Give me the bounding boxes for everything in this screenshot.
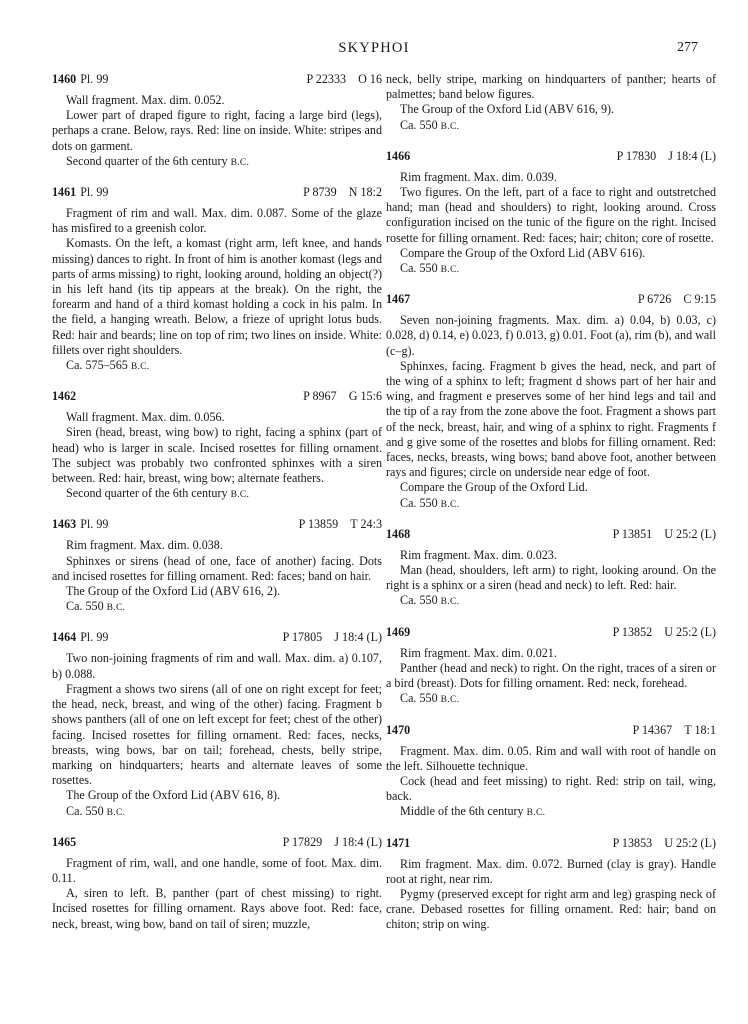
- entry-header: [52, 630, 382, 646]
- inventory-reference: [633, 723, 716, 738]
- entry-number: 1462: [52, 389, 77, 404]
- entry-paragraph: Lower part of draped figure to right, facing a large bird (legs), perhaps a crane. Below, rays. Red: line on inside. White: stripes and dots on garment.: [52, 108, 382, 153]
- entry-paragraph: Ca. 550 B.C.: [400, 495, 460, 510]
- catalogue-entry: [386, 625, 716, 709]
- catalogue-entry: [52, 630, 382, 820]
- inventory-number: P 17805: [282, 630, 323, 645]
- inventory-reference: [283, 630, 382, 645]
- plate-reference: Pl. 99: [80, 517, 109, 532]
- inventory-reference: [613, 836, 716, 851]
- page-title: SKYPHOI: [338, 40, 410, 56]
- entry-paragraph: neck, belly stripe, marking on hindquarters of panther; hearts of palmettes; band below figures.: [386, 72, 716, 102]
- entry-number: 1463: [52, 517, 77, 532]
- entry-paragraph: Komasts. On the left, a komast (right arm, left knee, and hands missing) dances to right. In front of him is another komast (legs and parts of arms missing) to right, looking around, holding an object(?) in his left hand (its tip appears at the break). On the right, the forearm and hand of a third komast holding a cock in his palm. In the field, a hanging wreath. Below, a frieze of upright lotus buds. Red: hair and beards; line on top of rim; two lines on inside. White: fillets over right shoulders.: [52, 236, 382, 357]
- inventory-reference: [617, 149, 716, 164]
- grid-reference: O 16: [358, 72, 382, 86]
- entry-header: [386, 836, 716, 852]
- entry-paragraph: Rim fragment. Max. dim. 0.039.: [400, 169, 557, 184]
- entry-number: 1468: [386, 526, 411, 541]
- catalogue-entry: [386, 292, 716, 513]
- entry-header: [52, 835, 382, 851]
- catalogue-entry: [52, 389, 382, 503]
- plate-reference: Pl. 99: [80, 185, 109, 200]
- entry-number: 1460: [52, 72, 77, 86]
- grid-reference: J 18:4 (L): [334, 630, 382, 645]
- date-suffix: B.C.: [440, 695, 460, 706]
- entry-paragraph: Second quarter of the 6th century B.C.: [66, 153, 250, 168]
- entry-paragraph: Seven non-joining fragments. Max. dim. a) 0.04, b) 0.03, c) 0.028, d) 0.14, e) 0.023, f) 0.013, g) 0.01. Foot (a), rim (b), and wall (c–g).: [386, 313, 716, 358]
- entry-paragraph: The Group of the Oxford Lid (ABV 616, 2).: [66, 584, 281, 599]
- inventory-reference: [613, 625, 716, 640]
- entry-paragraph: Middle of the 6th century B.C.: [400, 804, 546, 819]
- catalogue-entry: [52, 517, 382, 616]
- running-head: [0, 40, 748, 60]
- entry-paragraph: Ca. 575–565 B.C.: [66, 358, 150, 373]
- inventory-number: P 17829: [282, 834, 323, 849]
- entry-paragraph: Sphinxes, facing. Fragment b gives the head, neck, and part of the wing of a sphinx to left; fragment d shows part of her hair and wing, and fragment e preserves some of her hind legs and tail and the tip of a ray from the zone above the foot. Fragment a shows part of the neck, breast, hair, and wing of a sphinx to right. Fragments f and g give some of the rosettes and blobs for filling ornament. Red: faces, necks, breasts, wing bows; band above foot, another between rays and figures; circle on underside near edge of foot.: [386, 358, 716, 480]
- entry-paragraph: Wall fragment. Max. dim. 0.056.: [66, 410, 225, 425]
- entry-paragraph: Fragment of rim and wall. Max. dim. 0.087. Some of the glaze has misfired to a greenish color.: [52, 206, 382, 236]
- inventory-reference: [613, 527, 716, 542]
- entry-paragraph: Pygmy (preserved except for right arm and leg) grasping neck of crane. Debased rosettes for filling ornament. Red: hair; band on chiton; strip on wing.: [386, 886, 716, 932]
- entry-header: [52, 185, 382, 201]
- entry-paragraph: Fragment. Max. dim. 0.05. Rim and wall with root of handle on the left. Silhouette technique.: [386, 743, 716, 773]
- date-suffix: B.C.: [130, 362, 150, 373]
- entry-header: [52, 517, 382, 533]
- entry-paragraph: Rim fragment. Max. dim. 0.072. Burned (clay is gray). Handle root at right, near rim.: [386, 856, 716, 886]
- right-column: [386, 72, 716, 947]
- date-suffix: B.C.: [106, 807, 126, 818]
- entry-number: 1464: [52, 630, 77, 645]
- inventory-number: P 8739: [303, 185, 337, 200]
- catalogue-entry: [52, 835, 382, 932]
- entry-header: [386, 625, 716, 641]
- entry-paragraph: The Group of the Oxford Lid (ABV 616, 8).: [66, 788, 281, 803]
- grid-reference: U 25:2 (L): [664, 624, 716, 639]
- date-suffix: B.C.: [230, 157, 250, 168]
- catalogue-entry: [386, 527, 716, 611]
- continued-entry: [386, 72, 716, 135]
- entry-number: 1461: [52, 185, 77, 200]
- inventory-number: P 17830: [616, 148, 657, 163]
- entry-paragraph: Wall fragment. Max. dim. 0.052.: [66, 93, 225, 107]
- date-suffix: B.C.: [440, 265, 460, 276]
- grid-reference: J 18:4 (L): [668, 148, 716, 163]
- grid-reference: T 18:1: [684, 722, 716, 737]
- grid-reference: U 25:2 (L): [664, 526, 716, 541]
- entry-paragraph: Second quarter of the 6th century B.C.: [66, 486, 250, 501]
- inventory-number: P 13852: [612, 624, 653, 639]
- entry-paragraph: Compare the Group of the Oxford Lid (ABV 616).: [400, 245, 646, 260]
- inventory-number: P 6726: [637, 292, 672, 307]
- inventory-reference: [307, 72, 383, 87]
- entry-paragraph: Compare the Group of the Oxford Lid.: [400, 480, 588, 495]
- inventory-reference: [303, 389, 382, 404]
- inventory-number: P 13851: [612, 526, 653, 541]
- date-suffix: B.C.: [440, 121, 460, 132]
- inventory-number: P 13853: [612, 835, 653, 850]
- entry-paragraph: Ca. 550 B.C.: [400, 593, 460, 608]
- catalogue-entry: [386, 149, 716, 278]
- catalogue-entry: [386, 723, 716, 822]
- entry-paragraph: Ca. 550 B.C.: [400, 261, 460, 276]
- grid-reference: C 9:15: [683, 292, 716, 307]
- entry-header: [386, 292, 716, 308]
- entry-number: 1470: [386, 722, 411, 737]
- date-suffix: B.C.: [230, 490, 250, 501]
- entry-number: 1471: [386, 835, 411, 850]
- grid-reference: U 25:2 (L): [664, 835, 716, 850]
- catalogue-entry: [52, 185, 382, 375]
- entry-paragraph: Ca. 550 B.C.: [66, 803, 126, 818]
- grid-reference: N 18:2: [348, 185, 382, 200]
- grid-reference: G 15:6: [348, 389, 382, 404]
- entry-paragraph: Man (head, shoulders, left arm) to right, looking around. On the right is a sphinx or a siren (head and neck) to left. Red: hair.: [386, 563, 716, 593]
- entry-paragraph: Siren (head, breast, wing bow) to right, facing a sphinx (part of head) who is larger in scale. Incised rosettes for filling ornament. The subject was probably two confronted sphinxes with a siren between. Red: hair, breast, wing bow; alternate feathers.: [52, 425, 382, 486]
- left-column: [52, 72, 382, 946]
- date-suffix: B.C.: [526, 808, 546, 819]
- entry-number: 1466: [386, 148, 411, 163]
- inventory-reference: [303, 185, 382, 200]
- entry-paragraph: Rim fragment. Max. dim. 0.021.: [400, 645, 557, 660]
- entry-header: [386, 527, 716, 543]
- entry-paragraph: Two figures. On the left, part of a face to right and outstretched hand; man (head and shoulders) to right, looking around. Cross configuration incised on the tunic of the figure on the right. Incised rosette for filling ornament. Red: faces; hair; chiton; core of rosette.: [386, 185, 716, 245]
- inventory-reference: [283, 835, 382, 850]
- entry-paragraph: Two non-joining fragments of rim and wall. Max. dim. a) 0.107, b) 0.088.: [52, 651, 382, 681]
- grid-reference: T 24:3: [350, 517, 382, 532]
- entry-paragraph: Cock (head and feet missing) to right. Red: strip on tail, wing, back.: [386, 773, 716, 804]
- entry-paragraph: Ca. 550 B.C.: [400, 117, 460, 132]
- entry-paragraph: Sphinxes or sirens (head of one, face of another) facing. Dots and incised rosettes for filling ornament. Red: faces; band on hair.: [52, 553, 382, 583]
- inventory-number: P 8967: [303, 389, 337, 404]
- plate-reference: Pl. 99: [80, 72, 109, 86]
- entry-paragraph: The Group of the Oxford Lid (ABV 616, 9).: [400, 102, 615, 117]
- entry-paragraph: Ca. 550 B.C.: [400, 691, 460, 706]
- entry-header: [52, 389, 382, 405]
- catalogue-entry: [386, 836, 716, 933]
- entry-header: [386, 723, 716, 739]
- inventory-reference: [638, 292, 716, 307]
- inventory-number: P 22333: [306, 72, 347, 86]
- inventory-number: P 13859: [298, 517, 339, 532]
- page-number: 277: [677, 40, 698, 55]
- entry-header: [386, 149, 716, 165]
- catalogue-entry: [52, 72, 382, 171]
- entry-number: 1465: [52, 834, 77, 849]
- entry-paragraph: Rim fragment. Max. dim. 0.038.: [66, 538, 223, 553]
- inventory-number: P 14367: [632, 722, 673, 737]
- entry-paragraph: Fragment a shows two sirens (all of one on right except for feet; the head, neck, breast, and wing of the other) facing. Fragment b shows panthers (all of one on left except for feet; chest of the other) facing. Incised rosettes for filling ornament. Red: faces, necks, breasts, wing bows, bar on tail; forehead, chests, belly stripe, marking on hindquarters; hearts and alternate leaves of some rosettes.: [52, 681, 382, 788]
- grid-reference: J 18:4 (L): [334, 834, 382, 849]
- entry-number: 1469: [386, 624, 411, 639]
- date-suffix: B.C.: [440, 597, 460, 608]
- entry-paragraph: Fragment of rim, wall, and one handle, some of foot. Max. dim. 0.11.: [52, 855, 382, 885]
- entry-paragraph: Panther (head and neck) to right. On the right, traces of a siren or a bird (breast). Dots for filling ornament. Red: neck, forehead.: [386, 660, 716, 691]
- plate-reference: Pl. 99: [80, 630, 109, 645]
- entry-paragraph: Rim fragment. Max. dim. 0.023.: [400, 547, 557, 562]
- entry-paragraph: A, siren to left. B, panther (part of chest missing) to right. Incised rosettes for filling ornament. Rays above foot. Red: face, neck, breast, wing bow, band on tail of siren; muzzle,: [52, 886, 382, 931]
- entry-header: [52, 72, 382, 88]
- date-suffix: B.C.: [106, 603, 126, 614]
- entry-paragraph: Ca. 550 B.C.: [66, 599, 126, 614]
- entry-number: 1467: [386, 292, 411, 307]
- inventory-reference: [299, 517, 382, 532]
- date-suffix: B.C.: [440, 499, 460, 510]
